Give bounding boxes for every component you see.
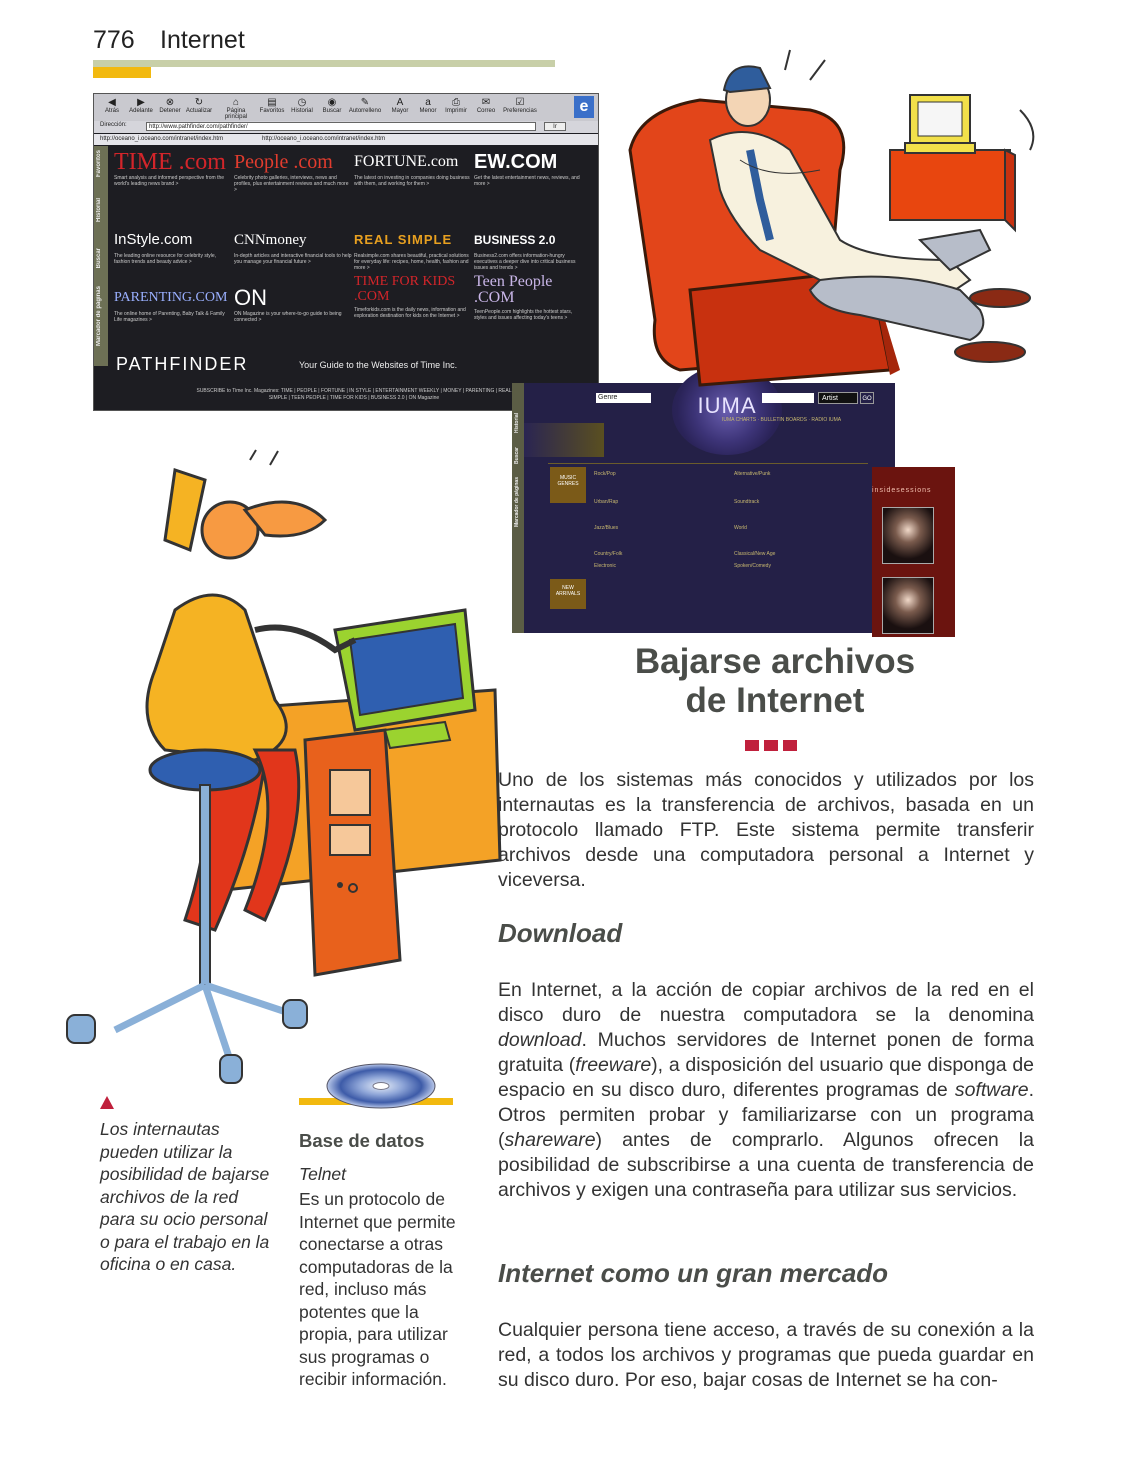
browser-logo-icon: e	[574, 96, 594, 118]
larger-text-button[interactable]: A Mayor	[386, 97, 414, 119]
title-ornament	[745, 738, 825, 750]
preferences-button[interactable]: ☑ Preferencias	[503, 97, 537, 114]
smaller-text-button[interactable]: a Menor	[414, 97, 442, 119]
genre-link[interactable]: Rock/Pop	[594, 471, 616, 477]
caption-triangle-icon	[100, 1096, 114, 1109]
genre-link[interactable]: Jazz/Blues	[594, 525, 619, 531]
genre-link[interactable]: Country/Folk	[594, 551, 623, 557]
download-paragraph: En Internet, a la acción de copiar archivos de la red en el disco duro de nuestra computadora se la denomina download. Muchos servidores de Internet ponen de forma gratuita (freeware), a disposición del usuario que disponga de espacio en su disco duro, diferentes programas de software. Otros permiten probar y familiarizarse con un programa (shareware) antes de comprarlo. Algunos ofrecen la posibilidad de subscribirse a una cuenta de transferencia de archivos y exigen una contraseña para utilizar sus servicios.	[498, 979, 1035, 1201]
mail-button[interactable]: ✉ Correo	[472, 97, 500, 119]
header-rule	[93, 60, 555, 67]
history-button[interactable]: ◷ Historial	[288, 97, 316, 119]
go-button[interactable]: Ir	[544, 122, 566, 131]
favorites-bar	[94, 134, 598, 145]
inside-sessions-label: insidesessions	[872, 487, 932, 494]
tab-bookmarks[interactable]: Marcador de páginas	[96, 286, 102, 347]
home-button[interactable]: ⌂ Página principal	[218, 97, 254, 119]
pathfinder-tagline: Your Guide to the Websites of Time Inc.	[299, 360, 458, 370]
favorites-icon: ▤	[267, 97, 277, 108]
tab-search-2[interactable]: Buscar	[514, 447, 520, 464]
genre-select[interactable]: Genre	[596, 393, 651, 403]
page-number: 776	[93, 26, 135, 54]
back-button[interactable]: ◀ Atrás	[98, 97, 126, 119]
iuma-banner	[524, 423, 604, 457]
music-notes-icon	[250, 450, 278, 465]
site-tile-fortune[interactable]: FORTUNE.com The latest on investing in companies doing business with them, and working for them >	[354, 153, 470, 187]
site-tile-business20[interactable]: BUSINESS 2.0 Business2.com offers information-hungry executives a deeper dive into critical business issues and trends >	[474, 233, 576, 271]
site-tile-realsimple[interactable]: REAL SIMPLE Realsimple.com shares beautiful, practical solutions for everyday life: recipes, home, health, fashion and more >	[354, 232, 469, 271]
favorites-link[interactable]: http://oceano_i.oceano.com/intranet/index.htm	[100, 136, 224, 142]
download-heading: Download	[498, 918, 623, 948]
artist-photo[interactable]	[882, 577, 934, 634]
site-tile-ew[interactable]: EW.COM Get the latest entertainment news, reviews, and more >	[474, 151, 580, 187]
new-arrivals-label: NEW ARRIVALS	[550, 579, 586, 609]
genre-link[interactable]: World	[734, 525, 747, 531]
iuma-nav-links[interactable]: IUMA CHARTS · BULLETIN BOARDS · RADIO IUMA	[722, 417, 842, 423]
smaller-text-icon: a	[425, 97, 431, 108]
site-tile-instyle[interactable]: InStyle.com The leading online resource for celebrity style, fashion trends and beauty advice >	[114, 231, 216, 265]
tab-history-2[interactable]: Historial	[514, 413, 520, 434]
tab-favorites[interactable]: Favoritos	[96, 150, 102, 178]
genre-link[interactable]: Electronic	[594, 563, 616, 569]
pathfinder-footer-links[interactable]: SUBSCRIBE to Time Inc. Magazines: TIME | PEOPLE | FORTUNE | IN STYLE | ENTERTAINMENT WEEKLY | MONEY | PARENTING | REAL SIMPLE | TEEN PEOPLE | TIME FOR KIDS | BUSINESS 2.0 | ON Magazine	[196, 388, 512, 401]
favorites-button[interactable]: ▤ Favoritos	[259, 97, 285, 114]
explorer-side-tabs	[94, 146, 108, 366]
refresh-icon: ↻	[194, 97, 204, 108]
browser-toolbar	[94, 94, 598, 122]
address-bar-row	[94, 121, 598, 133]
tab-search[interactable]: Buscar	[96, 248, 102, 269]
genre-link[interactable]: Classical/New Age	[734, 551, 776, 557]
forward-button[interactable]: ▶ Adelante	[127, 97, 155, 119]
woman-computer-illustration	[55, 440, 515, 1090]
pathfinder-logo: PATHFINDER	[116, 354, 249, 374]
article-title: Bajarse archivos de Internet	[634, 642, 916, 720]
sidebar-term: Telnet	[299, 1164, 347, 1184]
market-paragraph: Cualquier persona tiene acceso, a través de su conexión a la red, a todos los archivos y programas que pueda guardar en su disco duro. Por eso, bajar cosas de Internet se ha con-	[498, 1319, 1034, 1391]
genre-link[interactable]: Soundtrack	[734, 499, 760, 505]
forward-arrow-icon: ▶	[137, 97, 145, 108]
larger-text-icon: A	[396, 97, 404, 108]
site-tile-time[interactable]: TIME .com Smart analysis and informed perspective from the world's leading news brand >	[114, 149, 226, 187]
refresh-button[interactable]: ↻ Actualizar	[185, 97, 213, 114]
autofill-icon: ✎	[360, 97, 370, 108]
search-icon: ◉	[327, 97, 337, 108]
site-tile-on[interactable]: ON ON Magazine is your where-to-go guide to being connected >	[234, 285, 342, 323]
mail-icon: ✉	[481, 97, 491, 108]
print-button[interactable]: ⎙ Imprimir	[442, 97, 470, 119]
computer-illustration	[890, 95, 1015, 230]
site-tile-people[interactable]: People .com Celebrity photo galleries, interviews, news and profiles, plus entertainment reviews and much more >	[234, 151, 349, 193]
tab-history[interactable]: Historial	[96, 198, 102, 223]
address-input[interactable]: http://www.pathfinder.com/pathfinder/	[146, 122, 536, 131]
intro-paragraph: Uno de los sistemas más conocidos y utilizados por los internautas es la transferencia de archivos, basada en un protocolo llamado FTP. Este sistema permite transferir archivos desde una computadora personal a Internet y viceversa.	[498, 769, 1034, 891]
address-label: Dirección:	[100, 122, 127, 128]
illustration-caption: Los internautas pueden utilizar la posibilidad de bajarse archivos de la red para su ocio personal o para el trabajo en la oficina o en casa.	[100, 1119, 270, 1274]
market-heading: Internet como un gran mercado	[498, 1258, 889, 1288]
site-tile-teenpeople[interactable]: Teen People .COM TeenPeople.com highlights the hottest stars, styles and issues affecting today's teens >	[474, 273, 573, 321]
divider	[548, 463, 868, 464]
section-title: Internet	[160, 26, 245, 54]
tab-bookmarks-2[interactable]: Marcador de páginas	[514, 477, 520, 528]
preferences-icon: ☑	[515, 97, 525, 108]
header-accent	[93, 67, 151, 78]
genre-link[interactable]: Urban/Rap	[594, 499, 619, 505]
print-icon: ⎙	[452, 97, 460, 108]
site-tile-timeforkids[interactable]: TIME FOR KIDS .COM Timeforkids.com is the daily news, information and exploration destination for kids on the Internet >	[354, 274, 466, 319]
iuma-go-button[interactable]: GO	[860, 392, 874, 404]
browser-screenshot-pathfinder	[93, 93, 599, 411]
browser-screenshot-iuma	[512, 383, 932, 633]
back-arrow-icon: ◀	[108, 97, 116, 108]
music-genres-label: MUSIC GENRES	[550, 467, 586, 503]
stop-icon: ⊗	[165, 97, 175, 108]
iuma-logo: IUMA	[697, 393, 757, 418]
man-armchair-illustration	[620, 40, 1100, 400]
site-tile-parenting[interactable]: PARENTING.COM The online home of Parenting, Baby Talk & Family Life magazines >	[114, 290, 228, 323]
site-tile-cnnmoney[interactable]: CNNmoney In-depth articles and interactive financial tools to help you manage your financial future >	[234, 232, 352, 265]
stop-button[interactable]: ⊗ Detener	[156, 97, 184, 119]
search-button[interactable]: ◉ Buscar	[318, 97, 346, 119]
favorites-link-2[interactable]: http://oceano_i.oceano.com/intranet/index.htm	[262, 136, 386, 142]
sidebar-title: Base de datos	[299, 1130, 425, 1151]
artist-select[interactable]: Artist	[818, 392, 858, 404]
cd-disc-icon	[325, 1062, 437, 1110]
history-icon: ◷	[297, 97, 307, 108]
home-icon: ⌂	[232, 97, 240, 108]
genre-link[interactable]: Alternative/Punk	[734, 471, 771, 477]
artist-photo[interactable]	[882, 507, 934, 564]
autofill-button[interactable]: ✎ Autorrelleno	[348, 97, 382, 114]
sidebar-body: Es un protocolo de Internet que permite conectarse a otras computadoras de la red, incluso más potentes que la propia, para utilizar sus programas o recibir información.	[299, 1189, 456, 1389]
genre-link[interactable]: Spoken/Comedy	[734, 563, 771, 569]
